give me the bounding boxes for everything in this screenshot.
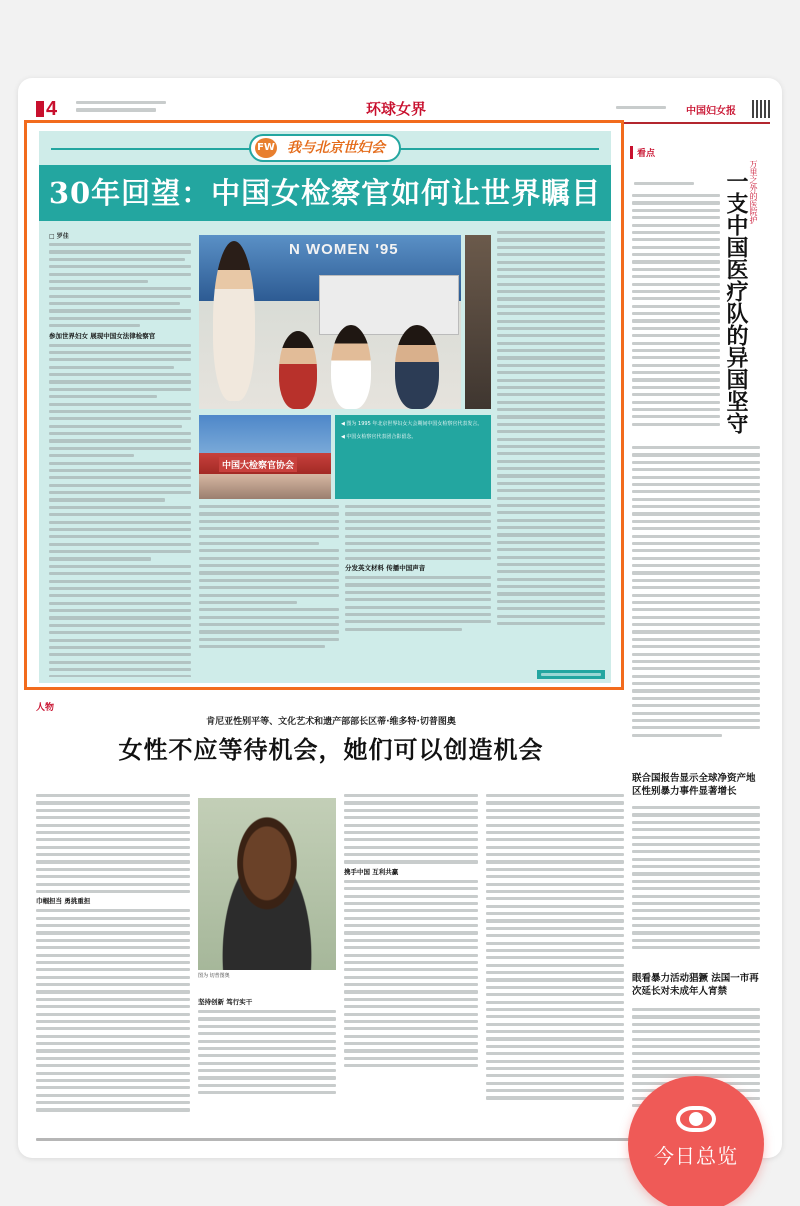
feature-column-1 [49, 231, 191, 677]
feature-byline: □ 罗佳 [49, 233, 69, 240]
feature-column-2 [199, 505, 339, 677]
photo-caption-2: ◀ 中国女检察官代表团合影留念。 [341, 434, 417, 440]
whiteboard [319, 275, 459, 335]
page-number: 4 [36, 98, 57, 121]
lower-column-3 [344, 794, 478, 1134]
feature-caption-box [335, 415, 491, 499]
lower-article-title[interactable]: 女性不应等待机会，她们可以创造机会 [118, 735, 544, 764]
feature-photo-delegation [199, 415, 331, 499]
section-title: 环球女界 [366, 100, 427, 118]
right-column-byline [634, 182, 694, 189]
lower-subhead-2: 坚持创新 笃行实干 [198, 998, 253, 1006]
delegation-sign: 中国大检察官协会 [219, 457, 297, 472]
today-overview-label: 今日总览 [654, 1144, 738, 1168]
newspaper-page[interactable] [18, 78, 782, 1158]
speaker-figure [213, 241, 255, 401]
feature-photo-conference [199, 235, 461, 409]
right-column-body-2 [632, 446, 760, 741]
right-column-tag: 看点 [630, 146, 764, 159]
today-overview-button[interactable] [628, 1076, 764, 1206]
feature-title: 30年回望：中国女检察官如何让世界瞩目 [48, 176, 602, 210]
lower-subhead-1: 巾帼担当 勇挑重担 [36, 897, 91, 906]
right-column-headline-2[interactable]: 联合国报告显示全球净资产地区性别暴力事件显著增长 [632, 773, 756, 797]
lower-article[interactable] [36, 698, 626, 1138]
photo-banner-text: N WOMEN '95 [289, 241, 399, 258]
eye-icon [676, 1106, 716, 1132]
feature-editor-credit [537, 670, 605, 679]
header-editors-block [76, 101, 186, 116]
delegate-figure [331, 325, 371, 409]
right-column-kicker: 万里之外的医院护 [749, 160, 758, 224]
feature-subhead-1: 参加世界妇女 展现中国女法律检察官 [49, 331, 156, 340]
feature-panel [39, 131, 611, 683]
feature-logo [249, 134, 401, 162]
portrait-caption: 图为 切普图奥 [198, 973, 230, 979]
lower-column-2 [198, 994, 336, 1134]
delegate-figure [279, 331, 317, 409]
right-column-body-3 [632, 806, 760, 954]
lower-article-tag: 人物 [36, 703, 55, 713]
logo-mark-icon: FW [255, 138, 277, 158]
right-news-column[interactable] [630, 146, 764, 1126]
masthead-logo: 中国妇女报 [686, 106, 736, 117]
lower-subhead-3: 携手中国 互利共赢 [344, 867, 399, 876]
portrait-photo [198, 798, 336, 970]
highlighted-feature-article[interactable] [24, 120, 624, 690]
feature-logo-text: 我与北京世妇会 [287, 140, 385, 156]
right-column-headline[interactable]: 一支中国医疗队的异国坚守 [723, 170, 749, 434]
feature-title-band [39, 165, 611, 221]
right-column-body-1 [632, 194, 720, 430]
issue-date-block [616, 106, 666, 113]
lower-column-4 [486, 794, 624, 1134]
lower-column-1 [36, 794, 190, 1134]
feature-logo-bar [39, 131, 611, 165]
feature-column-3 [345, 505, 491, 677]
right-column-headline-3[interactable]: 眼看暴力活动猖獗 法国一市再次延长对未成年人宵禁 [632, 973, 759, 997]
feature-side-photo [465, 235, 491, 409]
feature-column-4 [497, 231, 605, 671]
feature-subhead-2: 分发英文材料 传播中国声音 [345, 564, 426, 572]
qr-code-icon [752, 100, 770, 118]
lower-article-kicker: 肯尼亚性别平等、文化艺术和遗产部部长区蒂·维多特·切普图奥 [206, 717, 456, 727]
photo-caption-1: ◀ 图为 1995 年北京世界妇女大会期间中国女检察官代表发言。 [341, 421, 483, 427]
delegate-figure [395, 325, 439, 409]
